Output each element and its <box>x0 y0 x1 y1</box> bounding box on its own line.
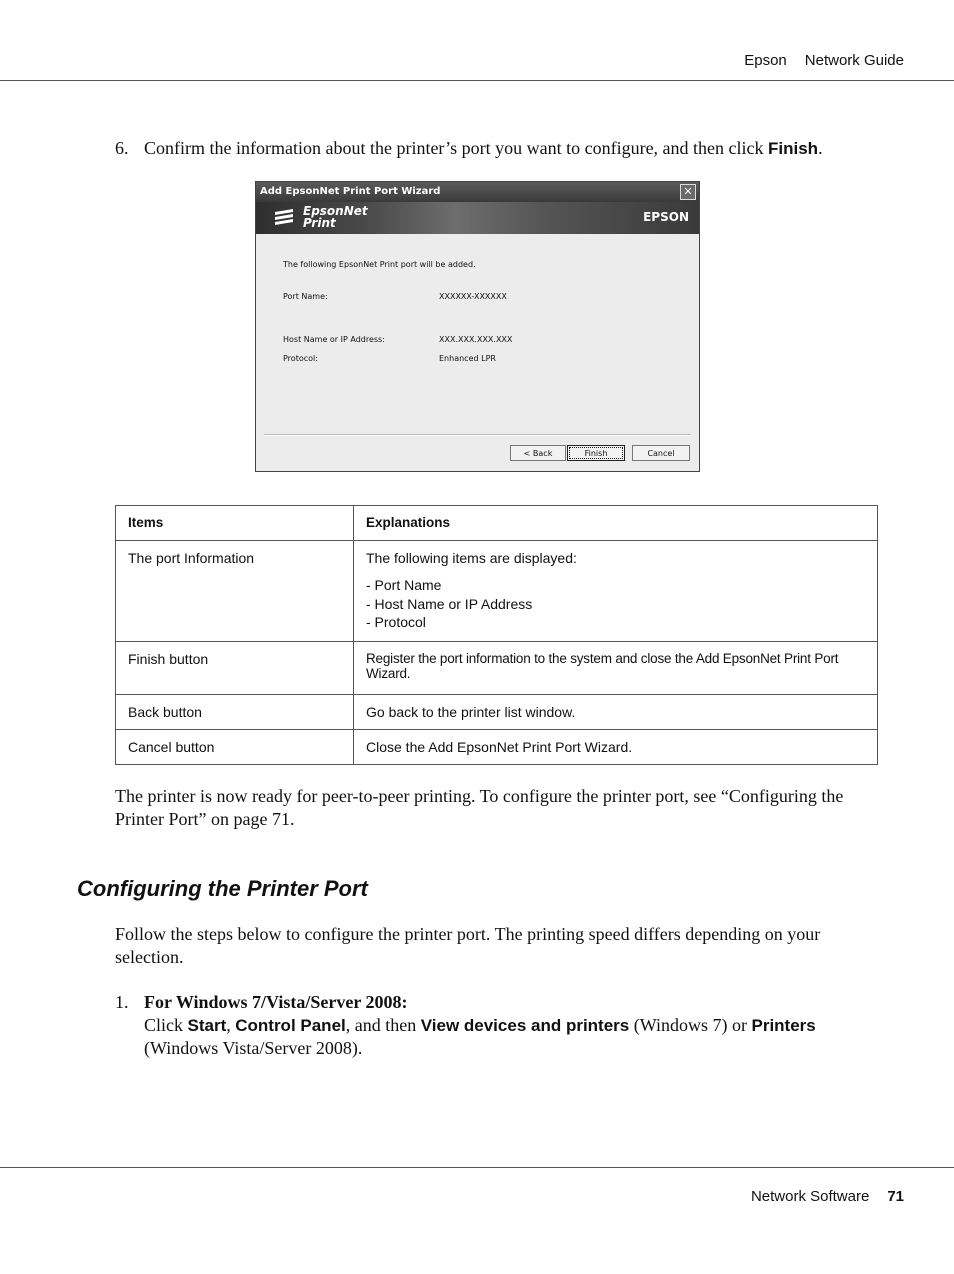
running-header <box>744 52 904 69</box>
step-text: Confirm the information about the printer’s port you want to configure, and then click <box>144 138 769 158</box>
explanation-text: The following items are displayed: <box>366 550 577 566</box>
step-heading: For Windows 7/Vista/Server 2008: <box>144 992 408 1012</box>
epsonnet-logo-icon <box>273 208 295 228</box>
dialog-title: Add EpsonNet Print Port Wizard <box>260 186 441 197</box>
section-title: Configuring the Printer Port <box>77 876 368 901</box>
port-name-value: XXXXXX-XXXXXX <box>439 292 507 301</box>
protocol-value: Enhanced LPR <box>439 354 496 363</box>
port-name-label: Port Name: <box>283 292 328 301</box>
table-row <box>116 729 878 764</box>
protocol-label: Protocol: <box>283 354 318 363</box>
step-text: (Windows 7) or <box>629 1015 752 1035</box>
table-cell-explanation: Close the Add EpsonNet Print Port Wizard. <box>354 729 878 764</box>
table-cell-item: The port Information <box>116 541 354 642</box>
step-text-end: . <box>818 138 823 158</box>
list-item: - Protocol <box>366 614 426 630</box>
logo-line2: Print <box>303 216 336 230</box>
dialog-separator <box>264 434 691 436</box>
epson-brand: EPSON <box>643 210 689 224</box>
table-cell-explanation: Go back to the printer list window. <box>354 694 878 729</box>
logo-line1: EpsonNet <box>303 204 368 218</box>
table-row <box>116 541 878 642</box>
table-row <box>116 641 878 694</box>
footer-rule <box>0 1167 954 1168</box>
step-text: , <box>226 1015 236 1035</box>
step-number: 6. <box>115 138 129 158</box>
header-guide: Network Guide <box>804 52 904 69</box>
table-cell-item: Finish button <box>116 641 354 694</box>
intro-paragraph: Follow the steps below to configure the printer port. The printing speed differs depending on your selection. <box>115 924 821 967</box>
host-label: Host Name or IP Address: <box>283 335 385 344</box>
header-brand: Epson <box>744 52 787 69</box>
bold-control-panel: Control Panel <box>235 1016 346 1035</box>
page-number: 71 <box>887 1188 904 1205</box>
dialog-titlebar <box>256 182 699 202</box>
dialog-intro: The following EpsonNet Print port will be added. <box>283 260 476 269</box>
bold-printers: Printers <box>751 1016 816 1035</box>
step-1 <box>115 991 885 1060</box>
header-rule <box>0 80 954 81</box>
bold-start: Start <box>187 1016 227 1035</box>
step-instructions <box>144 1014 885 1060</box>
step-6 <box>115 138 895 159</box>
explanation-list <box>366 576 865 632</box>
epsonnet-logo <box>303 205 368 229</box>
dialog-banner <box>256 202 699 234</box>
bold-view-devices: View devices and printers <box>420 1016 630 1035</box>
list-item: - Port Name <box>366 577 442 593</box>
ready-paragraph: The printer is now ready for peer-to-peer printing. To configure the printer port, see “Configuring the Printer Port” on page 71. <box>115 786 844 829</box>
table-header-items: Items <box>116 506 354 541</box>
step-text: (Windows Vista/Server 2008). <box>144 1038 363 1058</box>
dialog-body <box>256 234 699 470</box>
table-cell-explanation <box>354 541 878 642</box>
close-icon[interactable]: ✕ <box>680 184 696 200</box>
table-header-explanations: Explanations <box>354 506 878 541</box>
footer-section: Network Software <box>750 1188 870 1205</box>
running-footer <box>751 1188 904 1205</box>
list-item: - Host Name or IP Address <box>366 595 533 612</box>
items-table <box>115 505 878 765</box>
back-button[interactable]: < Back <box>510 445 566 461</box>
step-number: 1. <box>115 992 129 1012</box>
table-cell-item: Back button <box>116 694 354 729</box>
step-text: , and then <box>345 1015 421 1035</box>
step-content <box>144 991 885 1060</box>
table-cell-explanation: Register the port information to the system and close the Add EpsonNet Print Port Wizard. <box>354 641 878 694</box>
table-header-row <box>116 506 878 541</box>
step-text: Click <box>144 1015 188 1035</box>
finish-button[interactable]: Finish <box>567 445 625 461</box>
table-row <box>116 694 878 729</box>
table-cell-item: Cancel button <box>116 729 354 764</box>
host-value: XXX.XXX.XXX.XXX <box>439 335 513 344</box>
wizard-dialog <box>255 181 700 472</box>
step-bold-finish: Finish <box>768 139 819 158</box>
cancel-button[interactable]: Cancel <box>632 445 690 461</box>
